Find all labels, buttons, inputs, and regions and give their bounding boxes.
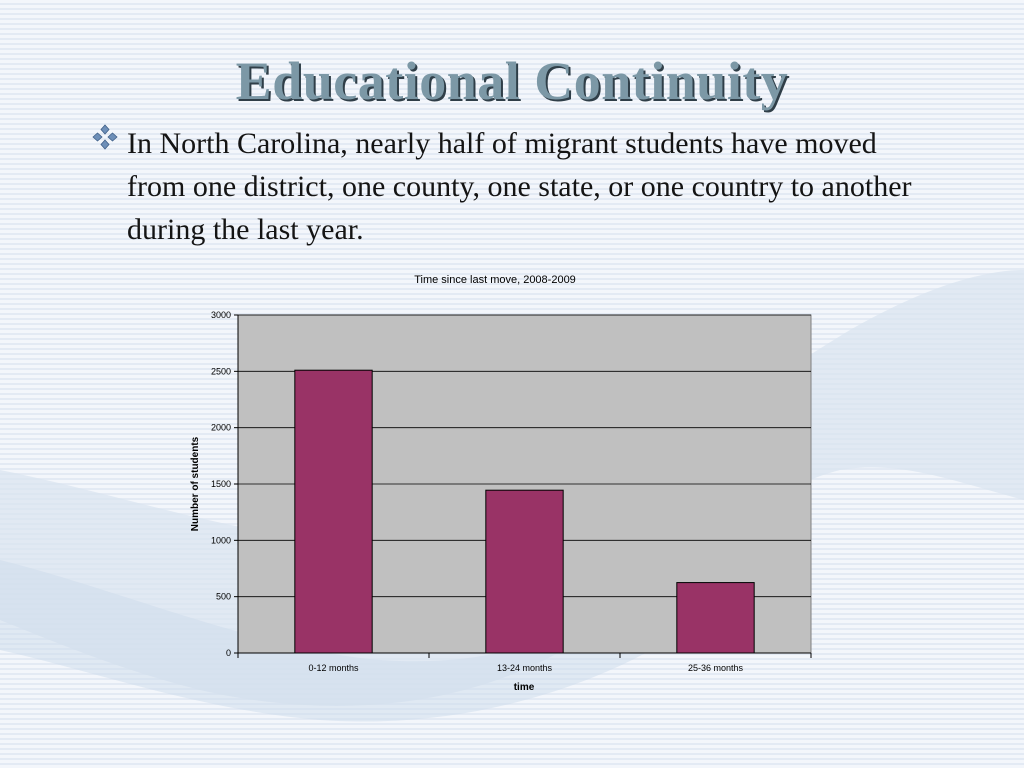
y-tick-label: 2500 [210, 366, 231, 377]
chart-title: Time since last move, 2008-2009 [414, 274, 576, 286]
y-tick-label: 500 [215, 591, 231, 602]
x-tick-label: 25-36 months [687, 663, 744, 673]
x-tick-label: 0-12 months [308, 663, 359, 673]
x-axis-label: time [513, 682, 535, 693]
y-tick-label: 2000 [210, 422, 231, 433]
bar-13-24-months [486, 490, 563, 653]
bar-0-12-months [295, 370, 372, 653]
bullet-text: In North Carolina, nearly half of migrant students have moved from one district, one county, one state, or one country to another during the last year. [127, 127, 912, 246]
y-tick-label: 1500 [210, 479, 231, 489]
slide-title: Educational Continuity [235, 51, 789, 111]
y-axis-label: Number of students [190, 436, 201, 532]
x-tick-labels [238, 653, 811, 673]
y-tick-label: 0 [225, 648, 231, 658]
y-tick-label: 1000 [210, 535, 231, 546]
y-tick-label: 3000 [210, 310, 231, 320]
bar-25-36-months [677, 583, 754, 653]
y-tick-labels [211, 310, 238, 658]
x-tick-label: 13-24 months [496, 663, 553, 673]
